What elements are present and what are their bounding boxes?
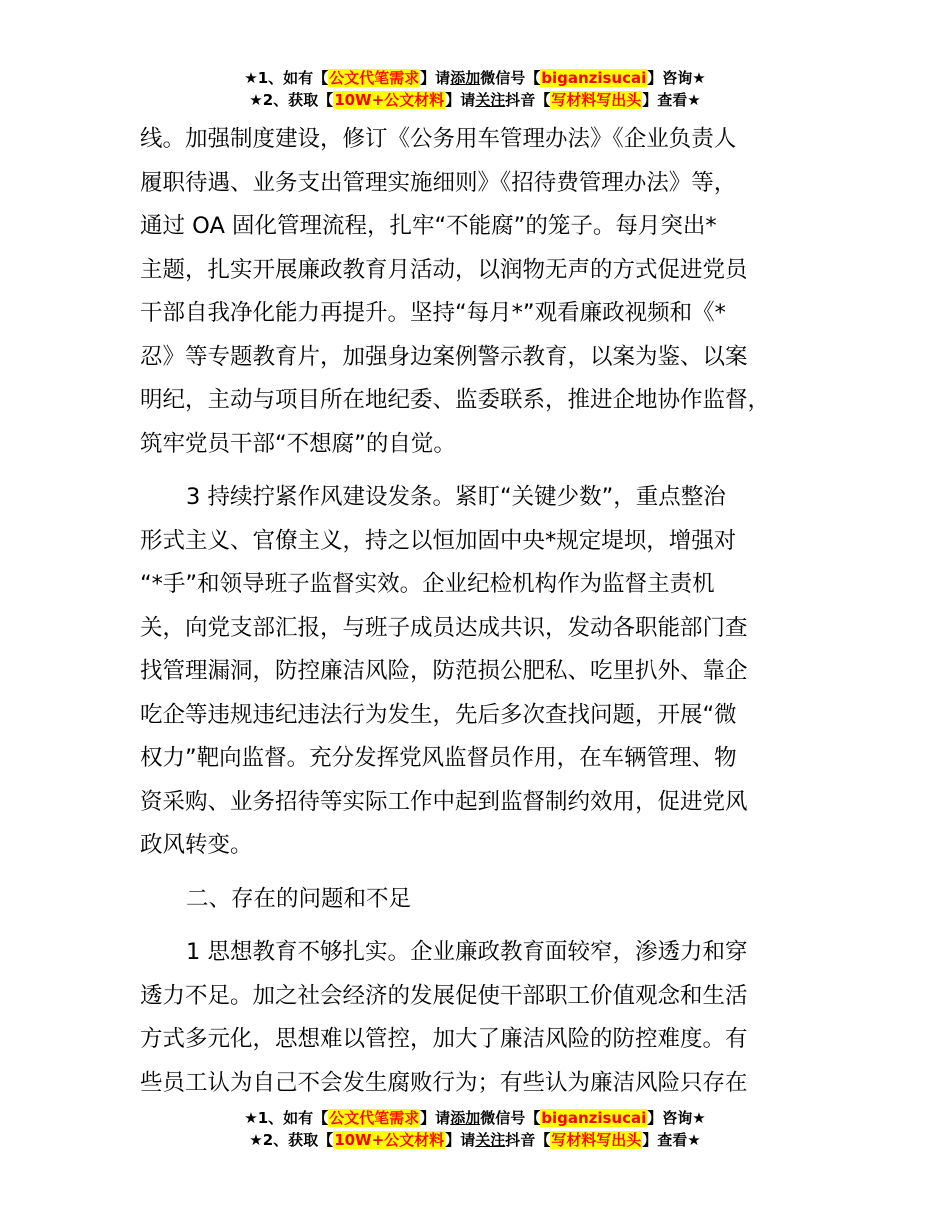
banner-line-1 <box>0 67 950 89</box>
banner-text: 】查看★ <box>642 1131 701 1149</box>
paragraph-line: 关，向党支部汇报，与班子成员达成共识，发动各职能部门查 <box>140 614 748 641</box>
paragraph-line: 3 持续拧紧作风建设发条。紧盯“关键少数”，重点整治 <box>186 484 726 510</box>
banner-text: ★1、如有【 <box>244 69 329 87</box>
banner-text: 微信号【 <box>480 69 541 87</box>
banner-underlined-text: 关注 <box>475 1131 506 1149</box>
banner-text: 】请 <box>420 1109 451 1127</box>
paragraph-line: 明纪，主动与项目所在地纪委、监委联系，推进企地协作监督， <box>140 387 771 413</box>
paragraph-line: 些员工认为自己不会发生腐败行为；有些认为廉洁风险只存在 <box>140 1069 748 1096</box>
banner-highlight: 10W+公文材料 <box>334 1131 445 1149</box>
banner-highlight: 写材料写出头 <box>551 91 642 109</box>
paragraph-line: 主题，扎实开展廉政教育月活动，以润物无声的方式促进党员 <box>140 256 748 283</box>
banner-line-1 <box>0 1107 950 1129</box>
banner-line-2 <box>0 89 950 111</box>
banner-highlight: biganzisucai <box>541 69 647 87</box>
banner-text: 抖音【 <box>505 1131 551 1149</box>
paragraph-line: 1 思想教育不够扎实。企业廉政教育面较窄，渗透力和穿 <box>186 939 748 965</box>
paragraph-line: 政风转变。 <box>140 832 253 858</box>
paragraph-line: 资采购、业务招待等实际工作中起到监督制约效用，促进党风 <box>140 788 748 815</box>
banner-text: 微信号【 <box>480 1109 541 1127</box>
paragraph-gap <box>140 921 840 931</box>
banner-highlight: biganzisucai <box>541 1109 647 1127</box>
paragraph-gap <box>140 868 840 878</box>
section-heading: 二、存在的问题和不足 <box>186 885 412 912</box>
paragraph-line: 透力不足。加之社会经济的发展促使干部职工价值观念和生活 <box>140 982 748 1009</box>
banner-highlight: 10W+公文材料 <box>334 91 445 109</box>
paragraph-line: 线。加强制度建设，修订《公务用车管理办法》《企业负责人 <box>140 126 737 152</box>
paragraph-line: 吃企等违规违纪违法行为发生，先后多次查找问题，开展“微 <box>140 701 737 728</box>
banner-underlined-text: 关注 <box>475 91 506 109</box>
paragraph-line: 筑牢党员干部“不想腐”的自觉。 <box>140 430 456 457</box>
banner-text: 】咨询★ <box>647 69 706 87</box>
banner-highlight: 公文代笔需求 <box>329 1109 420 1127</box>
banner-text: ★1、如有【 <box>244 1109 329 1127</box>
header-banner <box>0 67 950 111</box>
banner-text: 】请 <box>445 91 476 109</box>
banner-text: 】请 <box>445 1131 476 1149</box>
paragraph-line: “*手”和领导班子监督实效。企业纪检机构作为监督主责机 <box>140 571 715 597</box>
paragraph-line: 履职待遇、业务支出管理实施细则》《招待费管理办法》等， <box>140 169 737 196</box>
document-body <box>140 118 840 1105</box>
banner-line-2 <box>0 1129 950 1151</box>
paragraph-line: 权力”靶向监督。充分发挥党风监督员作用，在车辆管理、物 <box>140 745 737 771</box>
banner-text: 】查看★ <box>642 91 701 109</box>
banner-underlined-text: 添加 <box>450 1109 481 1127</box>
banner-highlight: 写材料写出头 <box>551 1131 642 1149</box>
paragraph-line: 找管理漏洞，防控廉洁风险，防范损公肥私、吃里扒外、靠企 <box>140 658 748 684</box>
paragraph-line: 形式主义、官僚主义，持之以恒加固中央*规定堤坝，增强对 <box>140 527 737 554</box>
banner-text: 】请 <box>420 69 451 87</box>
banner-text: 】咨询★ <box>647 1109 706 1127</box>
banner-text: 抖音【 <box>505 91 551 109</box>
banner-highlight: 公文代笔需求 <box>329 69 420 87</box>
banner-text: ★2、获取【 <box>249 91 334 109</box>
paragraph-line: 忍》等专题教育片，加强身边案例警示教育，以案为鉴、以案 <box>140 343 748 370</box>
banner-underlined-text: 添加 <box>450 69 481 87</box>
paragraph-line: 干部自我净化能力再提升。坚持“每月*”观看廉政视频和《* <box>140 300 726 326</box>
paragraph-line: 方式多元化，思想难以管控，加大了廉洁风险的防控难度。有 <box>140 1026 748 1052</box>
banner-text: ★2、获取【 <box>249 1131 334 1149</box>
footer-banner <box>0 1107 950 1151</box>
paragraph-gap <box>140 466 840 476</box>
paragraph-line: 通过 OA 固化管理流程，扎牢“不能腐”的笼子。每月突出* <box>140 213 717 239</box>
